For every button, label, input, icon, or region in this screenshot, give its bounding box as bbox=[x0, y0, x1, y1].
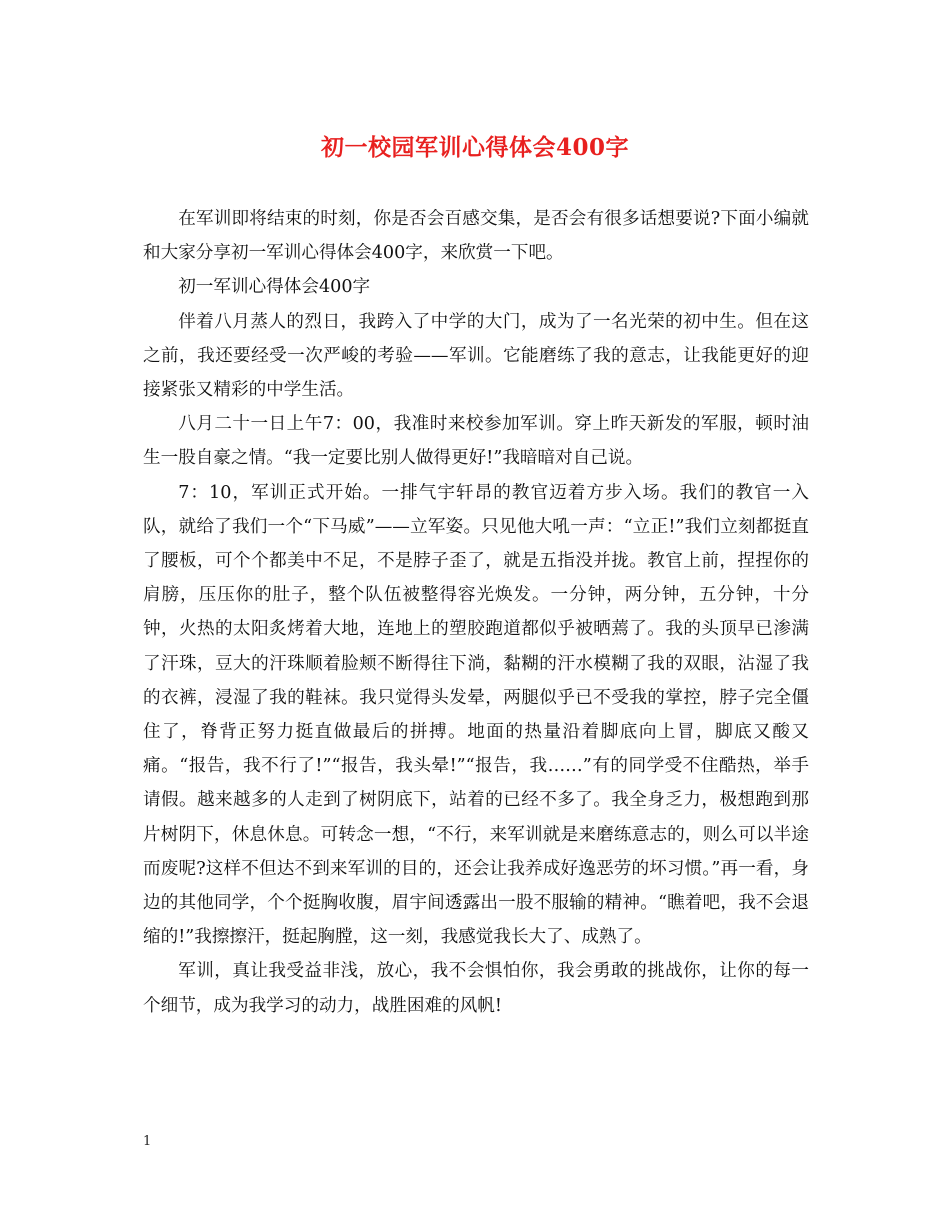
section-heading: 初一军训心得体会400字 bbox=[178, 277, 371, 298]
page-number: 1 bbox=[143, 1134, 152, 1149]
body-paragraph: 7：10，军训正式开始。一排气宇轩昂的教官迈着方步入场。我们的教官一入队，就给了我们一个“下马威”——立军姿。只见他大吼一声：“立正!”我们立刻都挺直了腰板，可个个都美中不足，不是脖子歪了，就是五指没并拢。教官上前，捏捏你的肩膀，压压你的肚子，整个队伍被整得容光焕发。一分钟，两分钟，五分钟，十分钟，火热的太阳炙烤着大地，连地上的塑胶跑道都似乎被晒蔫了。我的头顶早已渗满了汗珠，豆大的汗珠顺着脸颊不断得往下淌，黏糊的汗水模糊了我的双眼，沾湿了我的衣裤，浸湿了我的鞋袜。我只觉得头发晕，两腿似乎已不受我的掌控，脖子完全僵住了，脊背正努力挺直做最后的拼搏。地面的热量沿着脚底向上冒，脚底又酸又痛。“报告，我不行了!”“报告，我头晕!”“报告，我……”有的同学受不住酷热，举手请假。越来越多的人走到了树阴底下，站着的已经不多了。我全身乏力，极想跑到那片树阴下，休息休息。可转念一想，“不行，来军训就是来磨练意志的，则么可以半途而废呢?这样不但达不到来军训的目的，还会让我养成好逸恶劳的坏习惯。”再一看，身边的其他同学，个个挺胸收腹，眉宇间透露出一股不服输的精神。“瞧着吧，我不会退缩的!”我擦擦汗，挺起胸膛，这一刻，我感觉我长大了、成熟了。 bbox=[143, 482, 809, 948]
document-title: 初一校园军训心得体会400字 bbox=[320, 134, 629, 161]
closing-paragraph: 军训，真让我受益非浅，放心，我不会惧怕你，我会勇敢的挑战你，让你的每一个细节，成为我学习的动力，战胜困难的风帆! bbox=[143, 961, 809, 1016]
body-paragraph: 伴着八月蒸人的烈日，我跨入了中学的大门，成为了一名光荣的初中生。但在这之前，我还要经受一次严峻的考验——军训。它能磨练了我的意志，让我能更好的迎接紧张又精彩的中学生活。 bbox=[143, 311, 809, 401]
intro-paragraph: 在军训即将结束的时刻，你是否会百感交集，是否会有很多话想要说?下面小编就和大家分享初一军训心得体会400字，来欣赏一下吧。 bbox=[143, 209, 809, 264]
body-paragraph: 八月二十一日上午7：00，我准时来校参加军训。穿上昨天新发的军服，顿时油生一股自豪之情。“我一定要比别人做得更好!”我暗暗对自己说。 bbox=[143, 414, 809, 469]
document-body bbox=[143, 202, 809, 1023]
